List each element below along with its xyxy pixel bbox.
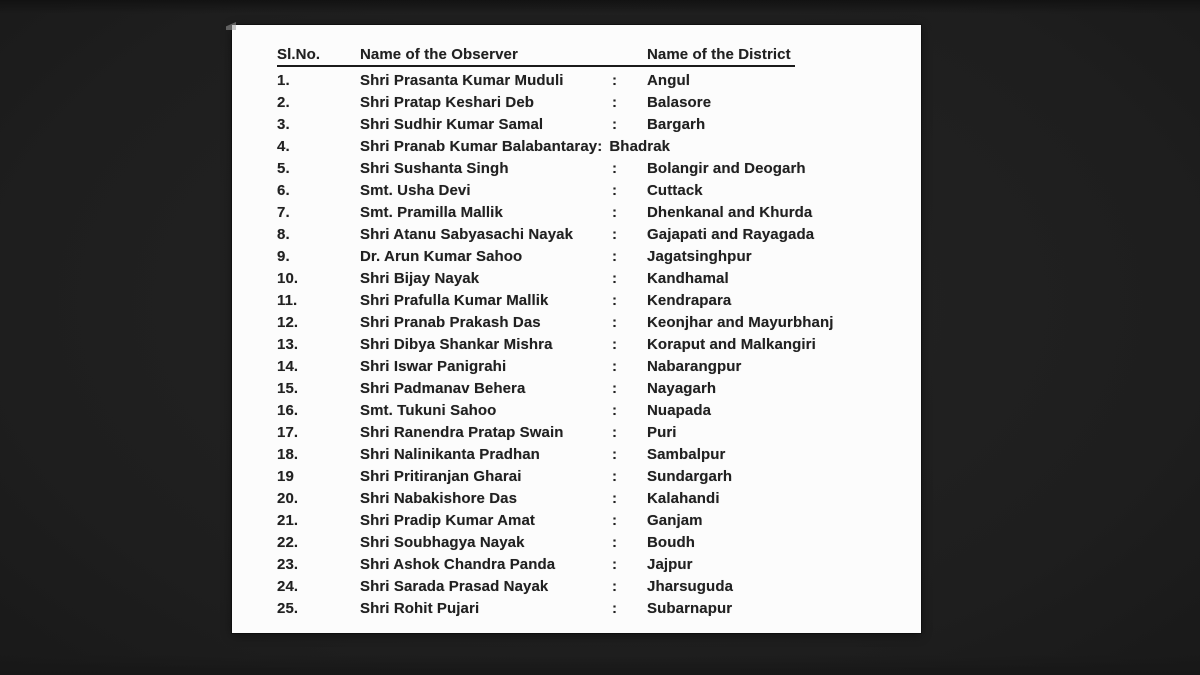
row-observer: Shri Prasanta Kumar Muduli — [360, 72, 564, 89]
row-slno: 12. — [277, 314, 299, 331]
row-district: Jharsuguda — [647, 578, 734, 595]
row-colon: : — [612, 160, 618, 177]
table-row — [277, 400, 901, 422]
row-district: Cuttack — [647, 182, 703, 199]
row-slno: 3. — [277, 116, 290, 133]
row-observer: Smt. Usha Devi — [360, 182, 471, 199]
row-colon: : — [612, 534, 618, 551]
row-district: Kalahandi — [647, 490, 720, 507]
row-district: Sambalpur — [647, 446, 726, 463]
row-slno: 11. — [277, 292, 298, 309]
row-colon: : — [612, 204, 618, 221]
row-observer: Shri Bijay Nayak — [360, 270, 480, 287]
table-row — [277, 290, 901, 312]
table-row — [277, 136, 901, 158]
row-district: Dhenkanal and Khurda — [647, 204, 813, 221]
table-row — [277, 466, 901, 488]
row-colon: : — [612, 72, 618, 89]
row-slno: 18. — [277, 446, 299, 463]
table-row — [277, 576, 901, 598]
row-slno: 21. — [277, 512, 299, 529]
row-slno: 16. — [277, 402, 299, 419]
row-observer: Shri Sushanta Singh — [360, 160, 509, 177]
row-observer: Shri Rohit Pujari — [360, 600, 480, 617]
row-colon: : — [612, 94, 618, 111]
row-colon: : — [612, 116, 618, 133]
table-row — [277, 554, 901, 576]
row-observer: Shri Nalinikanta Pradhan — [360, 446, 540, 463]
document-page — [232, 25, 921, 633]
row-slno: 22. — [277, 534, 299, 551]
row-observer: Shri Dibya Shankar Mishra — [360, 336, 553, 353]
row-district: Angul — [647, 72, 690, 89]
row-colon: : — [612, 490, 618, 507]
row-district: Boudh — [647, 534, 695, 551]
row-observer: Shri Pritiranjan Gharai — [360, 468, 522, 485]
row-colon: : — [612, 578, 618, 595]
row-district: Sundargarh — [647, 468, 733, 485]
table-row — [277, 224, 901, 246]
table-row — [277, 268, 901, 290]
table-row — [277, 92, 901, 114]
row-observer: Shri Ashok Chandra Panda — [360, 556, 556, 573]
header-slno: Sl.No. — [277, 46, 321, 63]
row-colon: : — [612, 226, 618, 243]
row-colon: : — [612, 468, 618, 485]
row-slno: 23. — [277, 556, 299, 573]
row-district: Balasore — [647, 94, 712, 111]
row-observer: Shri Pratap Keshari Deb — [360, 94, 535, 111]
row-colon: : — [612, 402, 618, 419]
table-row — [277, 334, 901, 356]
row-district: Jajpur — [647, 556, 693, 573]
header-district: Name of the District — [647, 46, 791, 63]
row-observer: Shri Sarada Prasad Nayak — [360, 578, 549, 595]
row-slno: 1. — [277, 72, 290, 89]
row-district: Ganjam — [647, 512, 703, 529]
row-observer: Shri Soubhagya Nayak — [360, 534, 525, 551]
row-district: Puri — [647, 424, 677, 441]
row-colon: : — [612, 336, 618, 353]
table-row — [277, 422, 901, 444]
row-slno: 13. — [277, 336, 299, 353]
table-row — [277, 378, 901, 400]
row-slno: 10. — [277, 270, 299, 287]
row-observer: Shri Ranendra Pratap Swain — [360, 424, 564, 441]
row-district: Nabarangpur — [647, 358, 742, 375]
row-district: Gajapati and Rayagada — [647, 226, 815, 243]
row-slno: 19 — [277, 468, 294, 485]
table-row — [277, 598, 901, 620]
row-observer: Smt. Tukuni Sahoo — [360, 402, 497, 419]
row-observer: Shri Sudhir Kumar Samal — [360, 116, 544, 133]
row-slno: 25. — [277, 600, 299, 617]
table-row — [277, 202, 901, 224]
table-row — [277, 312, 901, 334]
row-slno: 5. — [277, 160, 290, 177]
row-district: Koraput and Malkangiri — [647, 336, 816, 353]
row-slno: 4. — [277, 138, 290, 155]
row-colon: : — [612, 182, 618, 199]
table-row — [277, 444, 901, 466]
row-slno: 7. — [277, 204, 290, 221]
row-observer: Shri Atanu Sabyasachi Nayak — [360, 226, 574, 243]
row-district: Kendrapara — [647, 292, 732, 309]
row-district: Jagatsinghpur — [647, 248, 752, 265]
row-observer: Shri Prafulla Kumar Mallik — [360, 292, 549, 309]
row-district: Keonjhar and Mayurbhanj — [647, 314, 834, 331]
row-district: Bargarh — [647, 116, 706, 133]
row-observer: Smt. Pramilla Mallik — [360, 204, 503, 221]
row-slno: 20. — [277, 490, 299, 507]
observer-district-table — [277, 45, 901, 620]
row-district: Subarnapur — [647, 600, 733, 617]
row-slno: 14. — [277, 358, 299, 375]
row-observer: Dr. Arun Kumar Sahoo — [360, 248, 523, 265]
row-observer: Shri Iswar Panigrahi — [360, 358, 507, 375]
row-district: Bolangir and Deogarh — [647, 160, 806, 177]
table-header — [277, 45, 795, 67]
row-slno: 6. — [277, 182, 290, 199]
row-slno: 8. — [277, 226, 290, 243]
row-colon: : — [597, 138, 603, 155]
row-slno: 15. — [277, 380, 299, 397]
table-row — [277, 246, 901, 268]
row-colon: : — [612, 292, 618, 309]
row-slno: 9. — [277, 248, 290, 265]
row-colon: : — [612, 556, 618, 573]
table-row — [277, 510, 901, 532]
row-observer: Shri Pranab Prakash Das — [360, 314, 541, 331]
table-row — [277, 158, 901, 180]
row-slno: 17. — [277, 424, 299, 441]
row-colon: : — [612, 424, 618, 441]
header-observer: Name of the Observer — [360, 46, 518, 63]
row-observer: Shri Nabakishore Das — [360, 490, 518, 507]
table-row — [277, 180, 901, 202]
row-district: Nayagarh — [647, 380, 717, 397]
row-colon: : — [612, 380, 618, 397]
table-body — [277, 70, 901, 620]
row-colon: : — [612, 512, 618, 529]
row-colon: : — [612, 600, 618, 617]
row-colon: : — [612, 446, 618, 463]
table-row — [277, 114, 901, 136]
row-slno: 24. — [277, 578, 299, 595]
row-observer: Shri Pranab Kumar Balabantaray — [360, 138, 598, 155]
row-colon: : — [612, 248, 618, 265]
table-row — [277, 488, 901, 510]
table-row — [277, 356, 901, 378]
row-observer: Shri Padmanav Behera — [360, 380, 526, 397]
row-district: Bhadrak — [609, 138, 671, 155]
row-colon: : — [612, 270, 618, 287]
row-district: Kandhamal — [647, 270, 729, 287]
table-row — [277, 532, 901, 554]
row-district: Nuapada — [647, 402, 712, 419]
row-slno: 2. — [277, 94, 290, 111]
row-observer: Shri Pradip Kumar Amat — [360, 512, 536, 529]
table-row — [277, 70, 901, 92]
row-colon: : — [612, 358, 618, 375]
row-colon: : — [612, 314, 618, 331]
